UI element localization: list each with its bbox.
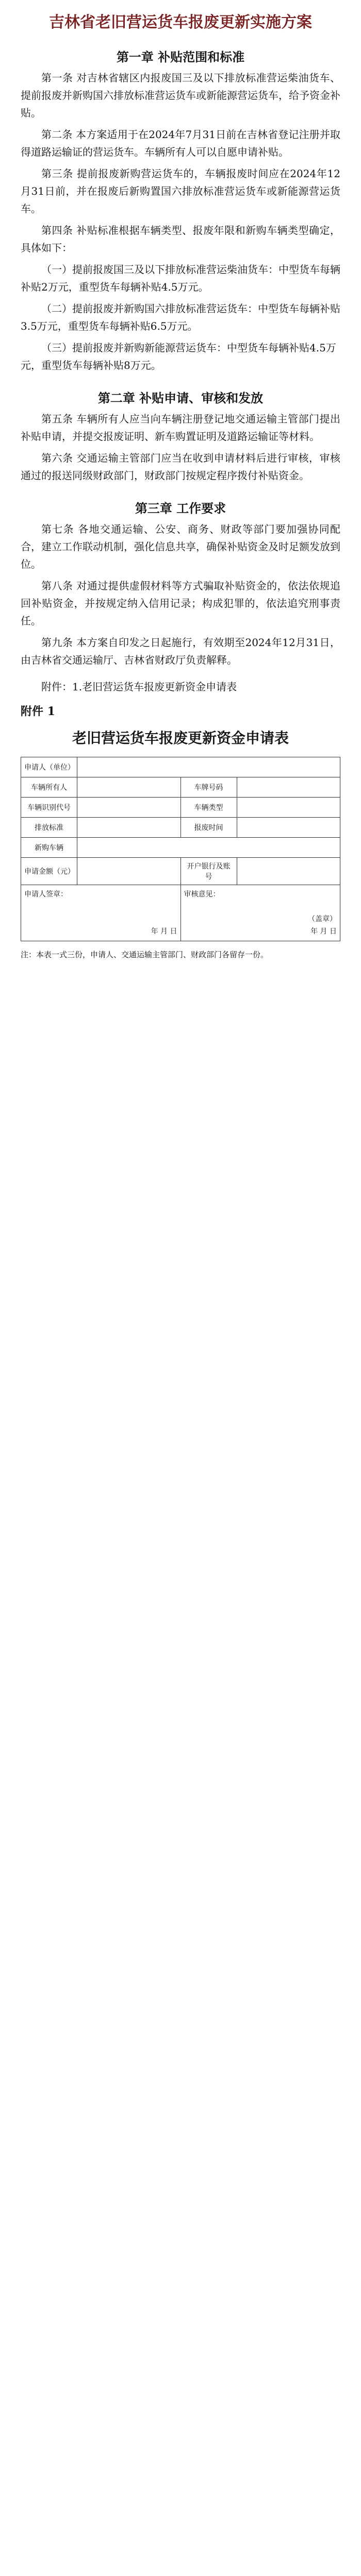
article-2: 第二条 本方案适用于在2024年7月31日前在吉林省登记注册并取得道路运输证的营运货车。车辆所有人可以自愿申请补贴。 — [21, 128, 340, 158]
newcar-label: 新购车辆 — [21, 838, 77, 858]
newcar-value[interactable] — [77, 838, 340, 858]
article-8: 第八条 对通过提供虚假材料等方式骗取补贴资金的，依法依规追回补贴资金，并按规定纳入信用记录；构成犯罪的，依法追究刑事责任。 — [21, 580, 340, 627]
form-row — [21, 838, 340, 858]
attachment-heading: 附件 1 — [21, 705, 55, 718]
applicant-label: 申请人（单位） — [21, 757, 77, 777]
review-cell[interactable] — [180, 885, 340, 941]
article-6: 第六条 交通运输主管部门应当在收到申请材料后进行审核，审核通过的报送同级财政部门，财政部门按规定程序拨付补贴资金。 — [21, 452, 340, 482]
amount-value[interactable] — [77, 858, 181, 885]
account-value[interactable] — [237, 858, 340, 885]
type-label: 车辆类型 — [180, 798, 237, 818]
form-row — [21, 798, 340, 818]
owner-label: 车辆所有人 — [21, 777, 77, 798]
spacer — [21, 488, 340, 497]
form-row — [21, 777, 340, 798]
account-label: 开户银行及账号 — [180, 858, 237, 885]
owner-value[interactable] — [77, 777, 181, 798]
form-title: 老旧营运货车报废更新资金申请表 — [72, 730, 289, 747]
type-value[interactable] — [237, 798, 340, 818]
article-4-item-b: （二）提前报废并新购国六排放标准营运货车：中型货车每辆补贴3.5万元，重型货车每辆补贴6.5万元。 — [21, 302, 340, 332]
review-label: 审核意见： — [184, 890, 220, 899]
article-4-item-a: （一）提前报废国三及以下排放标准营运柴油货车：中型货车每辆补贴2万元，重型货车每辆补贴4.5万元。 — [21, 263, 340, 293]
form-row — [21, 818, 340, 838]
form-row — [21, 885, 340, 941]
review-seal: （盖章） — [308, 915, 337, 923]
scrap-value[interactable] — [237, 818, 340, 838]
spacer — [21, 378, 340, 386]
form-row — [21, 858, 340, 885]
applicant-sign-cell[interactable] — [21, 885, 181, 941]
document-title: 吉林省老旧营运货车报废更新实施方案 — [49, 13, 312, 31]
chapter-heading-2: 第二章 补贴申请、审核和发放 — [97, 391, 264, 405]
article-4: 第四条 补贴标准根据车辆类型、报废年限和新购车辆类型确定，具体如下： — [21, 224, 340, 254]
article-3: 第三条 提前报废新购营运货车的，车辆报废时间应在2024年12月31日前，并在报废后新购置国六排放标准营运货车或新能源营运货车。 — [21, 167, 340, 215]
sign-label: 申请人签章： — [24, 890, 68, 899]
sign-date: 年 月 日 — [151, 927, 177, 936]
chapter-heading-3: 第三章 工作要求 — [135, 501, 226, 516]
article-7: 第七条 各地交通运输、公安、商务、财政等部门要加强协同配合，建立工作联动机制，强化信息共享，确保补贴资金及时足额发放到位。 — [21, 523, 340, 570]
vin-label: 车辆识别代号 — [21, 798, 77, 818]
application-form-table — [21, 757, 340, 941]
emission-label: 排放标准 — [21, 818, 77, 838]
form-footnote: 注：本表一式三份，申请人、交通运输主管部门、财政部门各留存一份。 — [21, 950, 269, 959]
plate-label: 车牌号码 — [180, 777, 237, 798]
article-4-item-c: （三）提前报废并新购新能源营运货车：中型货车每辆补贴4.5万元，重型货车每辆补贴8万元。 — [21, 342, 336, 371]
article-9: 第九条 本方案自印发之日起施行，有效期至2024年12月31日，由吉林省交通运输厅、吉林省财政厅负责解释。 — [21, 636, 340, 666]
form-row — [21, 757, 340, 777]
vin-value[interactable] — [77, 798, 181, 818]
applicant-value[interactable] — [77, 757, 340, 777]
chapter-heading-1: 第一章 补贴范围和标准 — [116, 49, 245, 64]
article-1: 第一条 对吉林省辖区内报废国三及以下排放标准营运柴油货车、提前报废并新购国六排放标准营运货车或新能源营运货车，给予资金补贴。 — [21, 72, 340, 119]
plate-value[interactable] — [237, 777, 340, 798]
amount-label: 申请金额（元） — [21, 858, 77, 885]
scrap-label: 报废时间 — [180, 818, 237, 838]
emission-value[interactable] — [77, 818, 181, 838]
attachment-note: 附件：1.老旧营运货车报废更新资金申请表 — [41, 681, 237, 693]
review-date: 年 月 日 — [310, 927, 337, 936]
article-5: 第五条 车辆所有人应当向车辆注册登记地交通运输主管部门提出补贴申请，并提交报废证明、新车购置证明及道路运输证等材料。 — [21, 413, 340, 443]
